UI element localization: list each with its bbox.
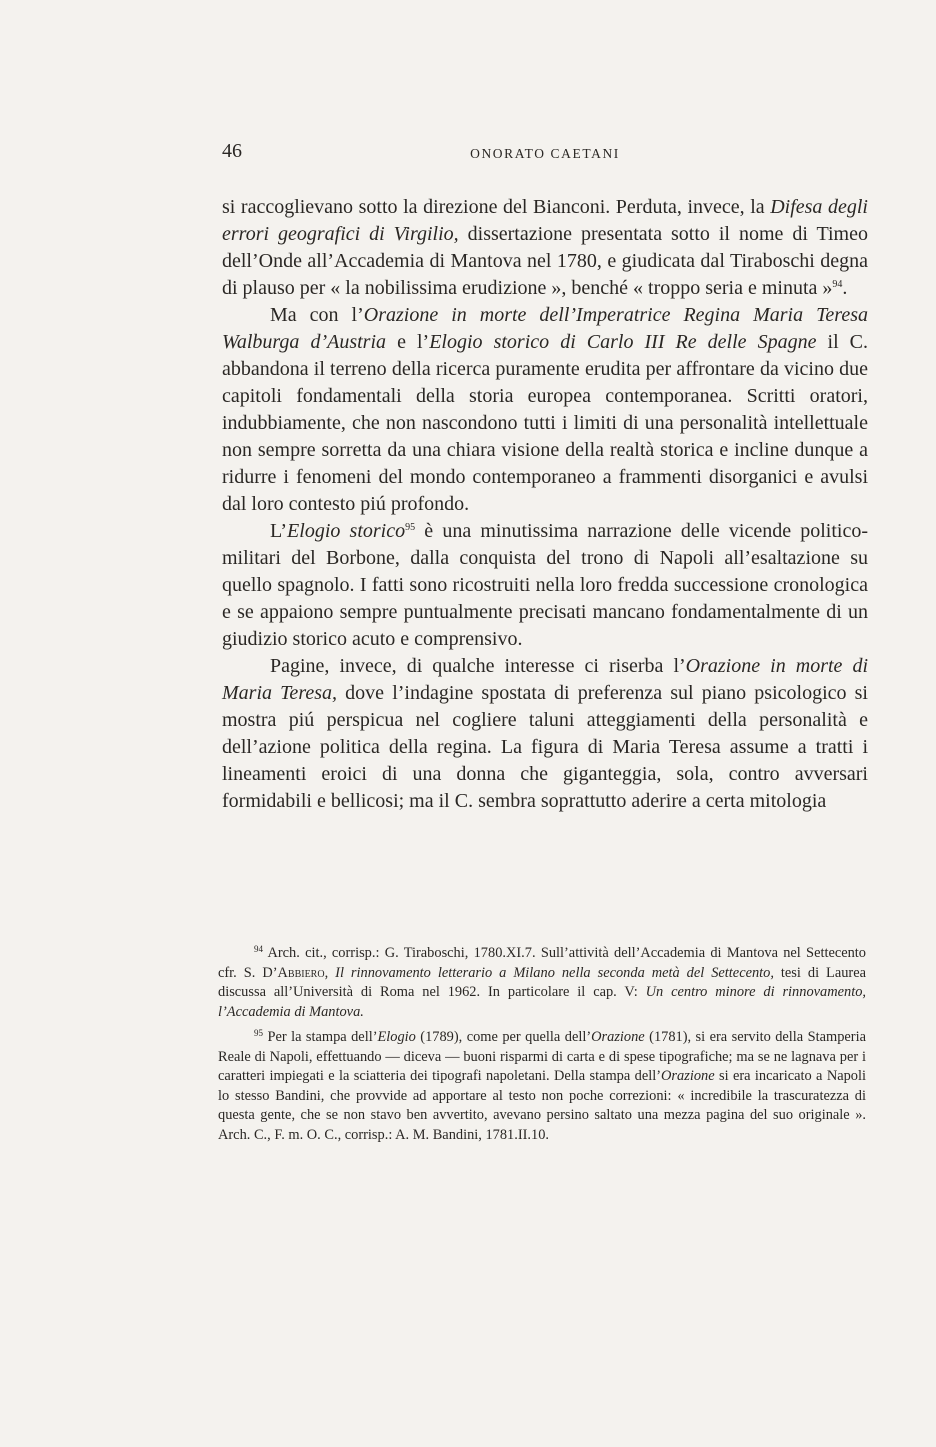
text-span: il C. abbandona il terreno della ricerca puramente erudita per affrontare da vicino due capitoli fondamentali della storia europea contemporanea. Scritti oratori, indubbiamente, che non nascondono tutti i limiti di una personalità intellettuale non sempre sorretta da una chiara visione della realtà storica e incline dunque a ridurre i fenomeni del mondo contemporaneo a frammenti disorganici e avulsi dal loro contesto piú profondo. xyxy=(222,331,869,515)
text-span: Ma con l’ xyxy=(270,304,364,326)
footnote-95 xyxy=(218,1028,866,1145)
italic-title: Orazione xyxy=(591,1029,645,1045)
paragraph-1 xyxy=(222,194,868,302)
text-span: dove l’indagine spostata di preferenza sul piano psicologico si mostra piú perspicua nel cogliere taluni atteggiamenti della personalità e dell’azione politica della regina. La figura di Maria Teresa assume a tratti i lineamenti eroici di una donna che giganteggia, sola, contro avversari formidabili e bellicosi; ma il C. sembra soprattutto aderire a certa mitologia xyxy=(222,682,868,812)
italic-title: Il rinnovamento letterario a Milano nella seconda metà del Settecento, xyxy=(335,964,774,981)
italic-title: Orazione xyxy=(661,1068,715,1084)
italic-title: Orazione in morte dell’Imperatrice Regina Maria Teresa Walburga d’Austria xyxy=(222,304,868,353)
running-head: ONORATO CAETANI xyxy=(470,146,620,161)
text-span: è una minutissima narrazione delle vicende politico-militari del Borbone, dalla conquista del trono di Napoli all’esaltazione su quello spagnolo. I fatti sono ricostruiti nella loro fredda successione cronologica e se appaiono sempre puntualmente precisati mancano fondamentalmente di un giudizio storico acuto e comprensivo. xyxy=(222,520,868,650)
page-number: 46 xyxy=(222,140,242,162)
footnote-94 xyxy=(218,944,866,1022)
text-span: tesi di Laurea discussa all’Università di Roma nel 1962. In particolare il cap. V: xyxy=(218,964,866,1000)
text-span: (1781), si era servito della Stamperia Reale di Napoli, effettuando — diceva — buoni risparmi di carta e di spese tipografiche; ma se ne lagnava per i caratteri impiegati e la sciatteria dei tipografi napoletani. Della stampa dell’ xyxy=(218,1029,866,1084)
italic-title: Un centro minore di rinnovamento, l’Accademia di Mantova. xyxy=(218,984,866,1020)
paragraph-3 xyxy=(222,518,868,653)
footnote-number: 94 xyxy=(254,944,263,954)
text-span: Pagine, invece, di qualche interesse ci riserba l’ xyxy=(270,655,686,677)
paragraph-2 xyxy=(222,302,868,518)
italic-title: Elogio storico xyxy=(287,520,406,542)
text-span: si raccoglievano sotto la direzione del Bianconi. Perduta, invece, la xyxy=(222,196,771,218)
body-text xyxy=(222,194,868,815)
text-span: si era incaricato a Napoli lo stesso Bandini, che provvide ad apportare al testo non poche correzioni: « incredibile la trascuratezza di questa gente, che se non stavo ben avvertito, avevano persino saltato una mezza pagina del suo originale ». Arch. C., F. m. O. C., corrisp.: A. M. Bandini, 1781.II.10. xyxy=(218,1068,866,1143)
page-header xyxy=(222,140,868,170)
footnote-number: 95 xyxy=(254,1028,263,1038)
paragraph-4 xyxy=(222,653,868,815)
text-span: Arch. cit., corrisp.: G. Tiraboschi, 1780.XI.7. Sull’attività dell’Accademia di Mantova nel Settecento cfr. S. D’ xyxy=(218,945,866,981)
italic-title: Orazione in morte di Maria Teresa, xyxy=(222,655,869,704)
italic-title: Elogio storico di Carlo III Re delle Spagne xyxy=(429,331,817,353)
text-span: Per la stampa dell’ xyxy=(263,1029,378,1045)
text-span: , xyxy=(324,964,336,981)
text-span: e l’ xyxy=(386,331,430,353)
footnotes xyxy=(218,944,866,1151)
italic-title: Difesa degli errori geografici di Virgilio, xyxy=(222,196,868,245)
small-caps-name: Abbiero xyxy=(277,964,325,981)
text-span: L’ xyxy=(270,520,288,542)
footnote-ref-94: 94 xyxy=(832,279,843,290)
italic-title: Elogio xyxy=(377,1029,416,1045)
text-span: . xyxy=(842,277,848,299)
text-span: (1789), come per quella dell’ xyxy=(415,1029,592,1045)
footnote-ref-95: 95 xyxy=(405,522,416,533)
text-span: dissertazione presentata sotto il nome di Timeo dell’Onde all’Accademia di Mantova nel 1780, e giudicata dal Tiraboschi degna di plauso per « la nobilissima erudizione », benché « troppo seria e minuta » xyxy=(222,223,868,299)
